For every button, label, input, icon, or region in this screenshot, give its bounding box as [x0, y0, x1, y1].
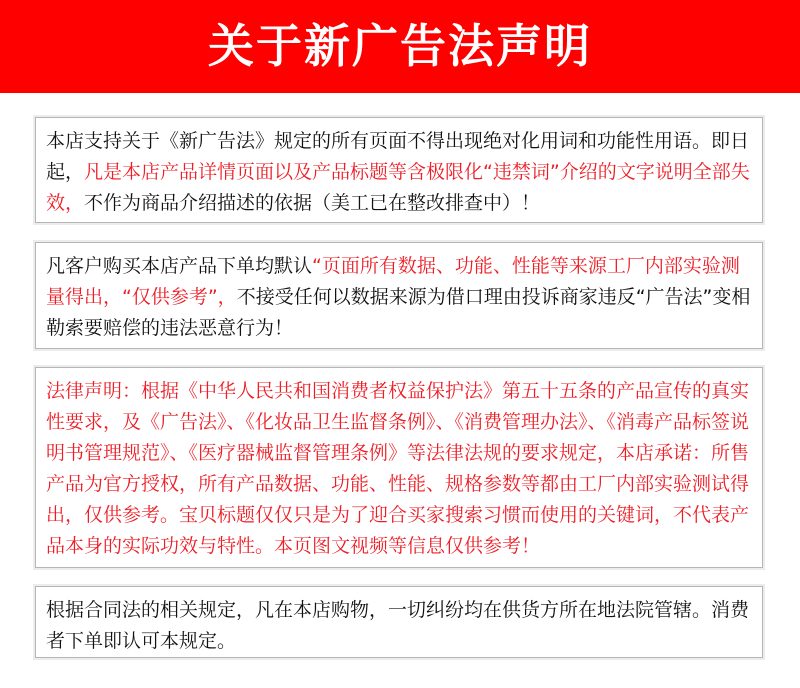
- statement-2-text-c: 不接受任何以数据来源为借口理由投诉商家违反“广告法”变相勒索要赔偿的违法恶意行为！: [46, 286, 751, 339]
- statement-1-text-c: 不作为商品介绍描述的依据（美工已在整改排查中）！: [84, 192, 541, 214]
- statement-1-text-a: 本店支持关于《新广告法》规定的所有页面不得出现绝对化用词和功能性用语。即日起，: [46, 130, 750, 183]
- legal-statement-text: 法律声明：根据《中华人民共和国消费者权益保护法》第五十五条的产品宣传的真实性要求，及《广告法》、《化妆品卫生监督条例》、《消费管理办法》、《消毒产品标签说明书管理规范》、《医疗器械监督管理条例》等法律法规的要求规定，本店承诺：所售产品为官方授权，所有产品数据、功能、性能、规格参数等都由工厂内部实验测试得出，仅供参考。宝贝标题仅仅只是为了迎合买家搜索习惯而使用的关键词，不代表产品本身的实际功效与特性。本页图文视频等信息仅供参考！: [46, 380, 750, 557]
- legal-statement-box: [35, 367, 763, 568]
- statement-1-text-b: 凡是本店产品详情页面以及产品标题等含极限化“违禁词”介绍的文字说明全部失效，: [46, 161, 750, 214]
- statement-box-1: [35, 117, 763, 223]
- page-title: 关于新广告法声明: [208, 19, 592, 73]
- contract-law-box: [35, 586, 763, 658]
- statement-2-text-a: 凡客户购买本店产品下单均默认: [46, 255, 313, 277]
- contract-law-text: 根据合同法的相关规定，凡在本店购物，一切纠纷均在供货方所在地法院管辖。消费者下单即认可本规定。: [46, 599, 750, 652]
- statement-box-2: [35, 242, 763, 349]
- statement-2-text-b: “页面所有数据、功能、性能等来源工厂内部实验测量得出，“仅供参考”，: [46, 255, 740, 308]
